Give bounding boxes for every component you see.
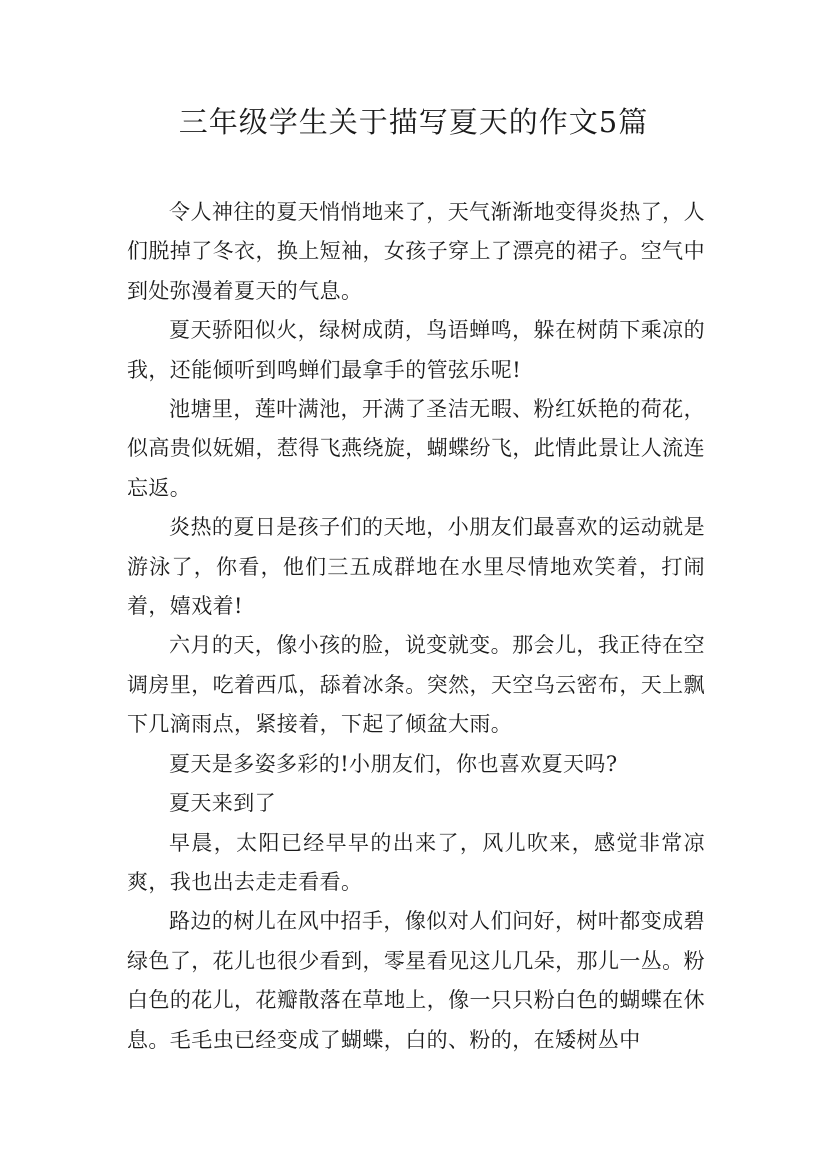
document-body [127,193,705,1060]
paragraph: 夏天来到了 [169,791,276,816]
paragraph: 夏天是多姿多彩的!小朋友们，你也喜欢夏天吗? [169,751,618,776]
document-title: 三年级学生关于描写夏天的作文5篇 [178,105,649,139]
paragraph: 早晨，太阳已经早早的出来了，风儿吹来，感觉非常凉爽，我也出去走走看看。 [127,830,705,894]
paragraph: 池塘里，莲叶满池，开满了圣洁无暇、粉红妖艳的荷花，似高贵似妩媚，惹得飞燕绕旋，蝴蝶纷飞，此情此景让人流连忘返。 [127,397,705,500]
paragraph: 夏天骄阳似火，绿树成荫，鸟语蝉鸣，躲在树荫下乘凉的我，还能倾听到鸣蝉们最拿手的管弦乐呢! [127,318,705,382]
paragraph: 六月的天，像小孩的脸，说变就变。那会儿，我正待在空调房里，吃着西瓜，舔着冰条。突然，天空乌云密布，天上飘下几滴雨点，紧接着，下起了倾盆大雨。 [127,633,705,737]
paragraph: 路边的树儿在风中招手，像似对人们问好，树叶都变成碧绿色了，花儿也很少看到，零星看见这儿几朵，那儿一丛。粉白色的花儿，花瓣散落在草地上，像一只只粉白色的蝴蝶在休息。毛毛虫已经变成了蝴蝶，白的、粉的，在矮树丛中 [127,909,705,1052]
paragraph: 令人神往的夏天悄悄地来了，天气渐渐地变得炎热了，人们脱掉了冬衣，换上短袖，女孩子穿上了漂亮的裙子。空气中到处弥漫着夏天的气息。 [127,200,705,303]
paragraph: 炎热的夏日是孩子们的天地，小朋友们最喜欢的运动就是游泳了，你看，他们三五成群地在水里尽情地欢笑着，打闹着，嬉戏着! [127,515,705,619]
